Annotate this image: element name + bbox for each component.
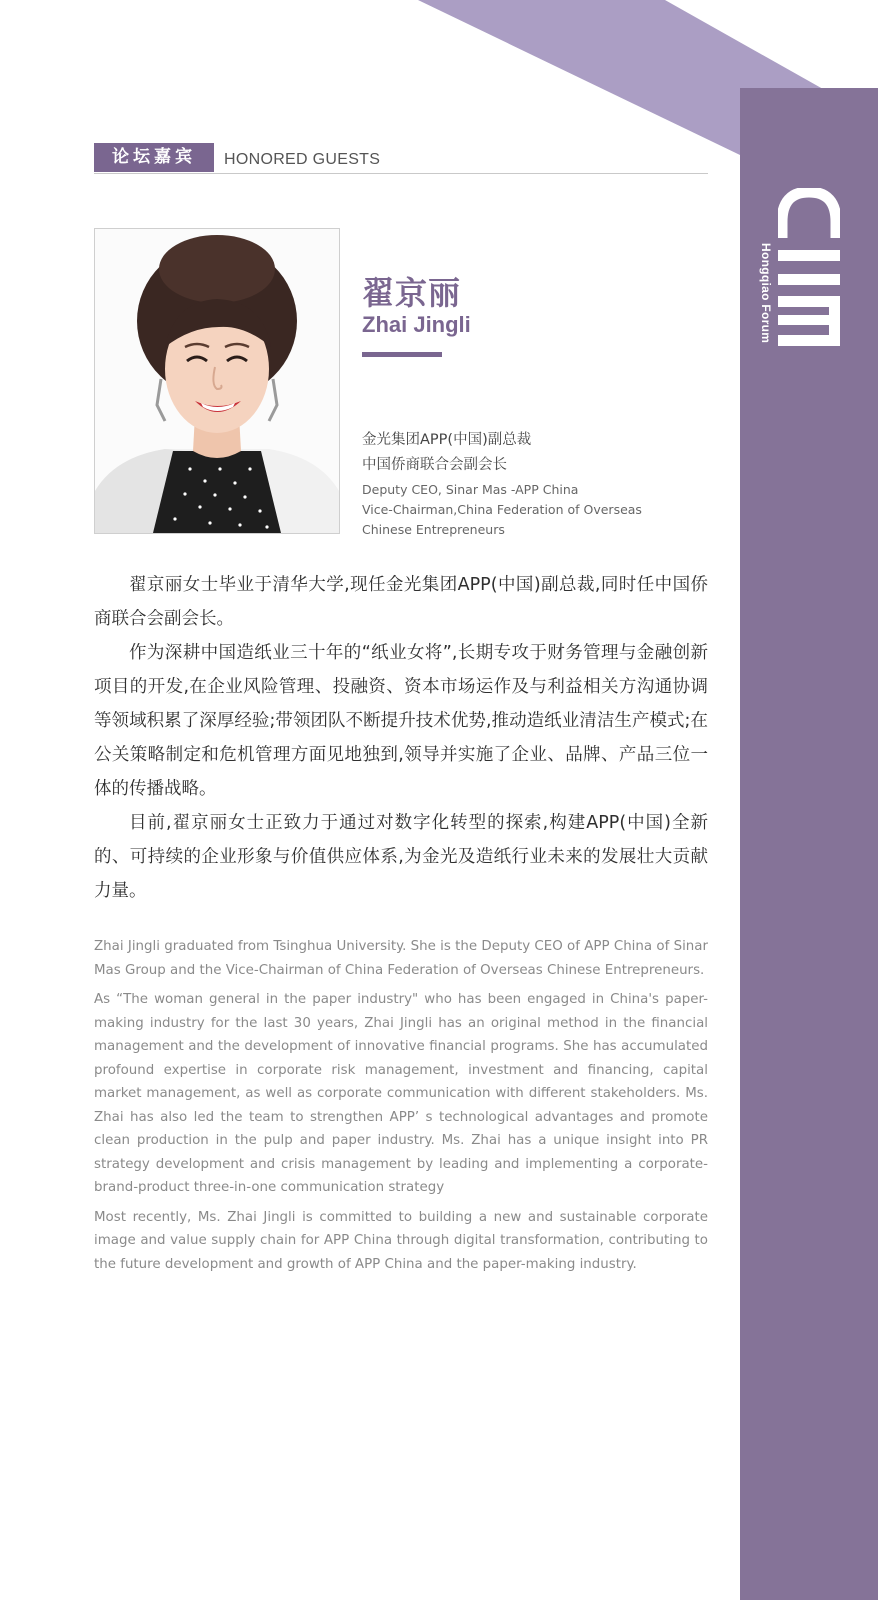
header-title-en: HONORED GUESTS xyxy=(224,151,381,168)
bio-paragraph-cn: 作为深耕中国造纸业三十年的“纸业女将”,长期专攻于财务管理与金融创新项目的开发,在企业风险管理、投融资、资本市场运作及与利益相关方沟通协调等领域积累了深厚经验;带领团队不断提升技术优势,推动造纸业清洁生产模式;在公关策略制定和危机管理方面见地独到,领导并实施了企业、品牌、产品三位一体的传播战略。 xyxy=(94,643,708,799)
biography-cn xyxy=(94,568,708,908)
bio-paragraph-cn: 翟京丽女士毕业于清华大学,现任金光集团APP(中国)副总裁,同时任中国侨商联合会副会长。 xyxy=(94,575,708,629)
bio-paragraph-en: Most recently, Ms. Zhai Jingli is committed to building a new and sustainable corporate image and value supply chain for APP China through digital transformation, contributing to the future development and growth of APP China and the paper-making industry. xyxy=(94,1209,708,1272)
guest-name-en: Zhai Jingli xyxy=(362,312,471,337)
header-title-cn: 论坛嘉宾 xyxy=(94,143,214,172)
guest-title-cn: 中国侨商联合会副会长 xyxy=(362,457,507,473)
bio-paragraph-en: Zhai Jingli graduated from Tsinghua University. She is the Deputy CEO of APP China of Sinar Mas Group and the Vice-Chairman of China Federation of Overseas Chinese Entrepreneurs. xyxy=(94,939,708,978)
guest-name-cn: 翟京丽 xyxy=(362,274,462,312)
biography-en xyxy=(94,935,708,1282)
guest-title-en: Chinese Entrepreneurs xyxy=(362,522,505,537)
brand-subtitle: Hongqiao Forum xyxy=(759,243,773,344)
bio-paragraph-cn: 目前,翟京丽女士正致力于通过对数字化转型的探索,构建APP(中国)全新的、可持续的企业形象与价值供应体系,为金光及造纸行业未来的发展壮大贡献力量。 xyxy=(94,813,708,901)
portrait-photo xyxy=(94,228,340,534)
guest-title-cn: 金光集团APP(中国)副总裁 xyxy=(362,432,532,448)
name-underline xyxy=(362,352,442,357)
guest-title-en: Deputy CEO, Sinar Mas -APP China xyxy=(362,482,579,497)
ciie-logo xyxy=(778,188,840,346)
guest-title-en: Vice-Chairman,China Federation of Overseas xyxy=(362,502,642,517)
bio-paragraph-en: As “The woman general in the paper industry" who has been engaged in China's paper-making industry for the last 30 years, Zhai Jingli has an original method in the financial management and the development of innovative financial programs. She has accumulated profound expertise in corporate risk management, investment and financing, capital market management, as well as corporate communication with different stakeholders. Ms. Zhai has also led the team to strengthen APP’ s technological advantages and promote clean production in the pulp and paper industry. Ms. Zhai has a unique insight into PR strategy development and crisis management by leading and implementing a corporate-brand-product three-in-one communication strategy xyxy=(94,992,708,1195)
section-header xyxy=(94,143,708,174)
